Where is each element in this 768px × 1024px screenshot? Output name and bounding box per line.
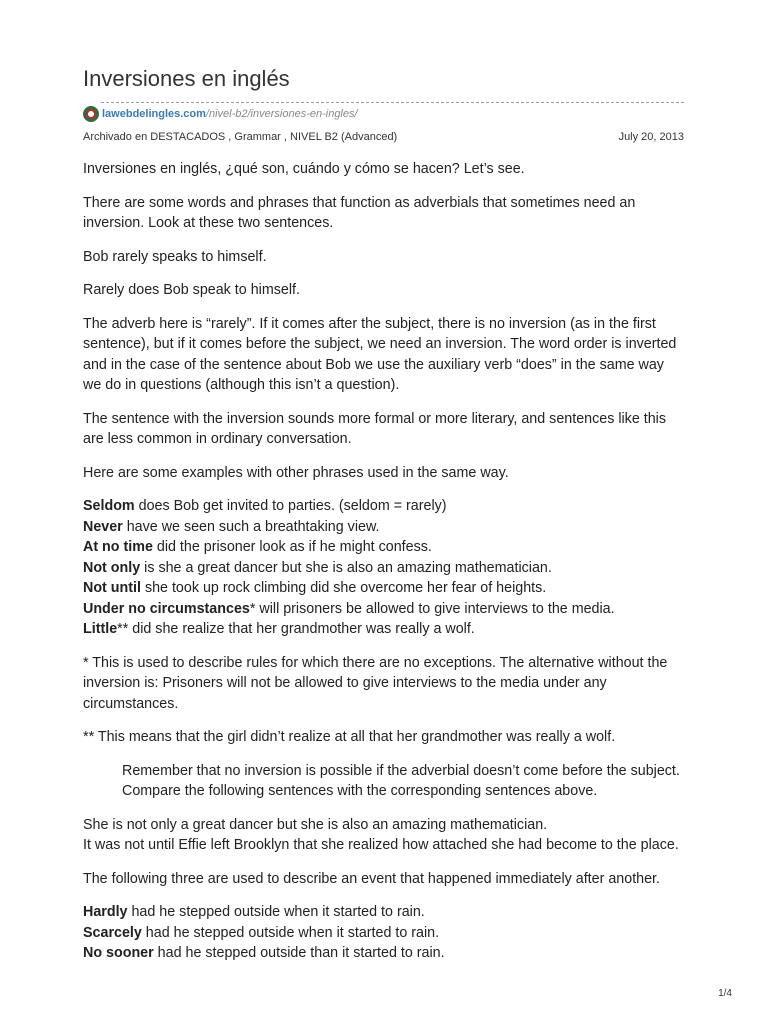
post-date: July 20, 2013 — [618, 131, 684, 143]
blockquote: Remember that no inversion is possible if the adverbial doesn’t come before the subject. Compare the following sentences with the corresponding sentences above. — [122, 762, 680, 799]
paragraph: The adverb here is “rarely”. If it comes after the subject, there is no inversion (as in the first sentence), but if it comes before the subject, we need an inversion. The word order is inverted and in the case of the sentence about Bob we use the auxiliary verb “does” in the same way we do in questions (although this isn’t a question). — [83, 315, 677, 393]
example-text: have we seen such a breathtaking view. — [122, 518, 380, 535]
example-line — [83, 943, 684, 964]
example-text: had he stepped outside than it started to rain. — [153, 945, 445, 961]
example-text: is she a great dancer but she is also an amazing mathematician. — [140, 559, 552, 576]
source-domain-link[interactable]: lawebdelingles.com — [102, 108, 206, 120]
example-keyword: At no time — [83, 539, 153, 555]
paragraph: The following three are used to describe an event that happened immediately after another. — [83, 870, 661, 887]
footnote: * This is used to describe rules for which there are no exceptions. The alternative without the inversion is: Prisoners will not be allowed to give interviews to the media under any circumstances. — [83, 654, 668, 712]
paragraph: Here are some examples with other phrases used in the same way. — [83, 464, 509, 481]
example-keyword: Seldom — [83, 498, 135, 514]
example-text: had he stepped outside when it started to rain. — [141, 924, 440, 941]
example-line — [83, 599, 684, 620]
example-keyword: Not only — [83, 559, 141, 576]
example-text: had he stepped outside when it started to rain. — [127, 904, 425, 920]
example-line — [83, 902, 684, 923]
paragraph: The sentence with the inversion sounds more formal or more literary, and sentences like this are less common in ordinary conversation. — [83, 410, 667, 447]
meta-row — [83, 131, 684, 143]
article-body — [83, 159, 684, 977]
example-line — [83, 496, 684, 517]
paragraph: Bob rarely speaks to himself. — [83, 248, 267, 265]
page-title: Inversiones en inglés — [83, 66, 290, 91]
archived-categories: Archivado en DESTACADOS , Grammar , NIVEL B2 (Advanced) — [83, 131, 398, 143]
example-text: ** did she realize that her grandmother was really a wolf. — [117, 621, 475, 637]
site-logo-icon — [83, 106, 99, 122]
examples-list-2 — [83, 902, 684, 964]
paragraph: There are some words and phrases that function as adverbials that sometimes need an inversion. Look at these two sentences. — [83, 194, 636, 231]
paragraph: Inversiones en inglés, ¿qué son, cuándo y cómo se hacen? Let’s see. — [83, 161, 525, 177]
comparison-line: It was not until Effie left Brooklyn that she realized how attached she had become to the place. — [83, 837, 679, 853]
dashed-divider — [101, 102, 684, 103]
paragraph: Rarely does Bob speak to himself. — [83, 282, 300, 298]
example-keyword: No sooner — [83, 945, 154, 961]
footnote: ** This means that the girl didn’t realize at all that her grandmother was really a wolf. — [83, 729, 616, 745]
example-line — [83, 619, 684, 640]
page-number: 1/4 — [718, 988, 732, 999]
example-line — [83, 578, 684, 599]
source-path[interactable]: /nivel-b2/inversiones-en-ingles/ — [205, 108, 358, 120]
example-text: does Bob get invited to parties. (seldom = rarely) — [134, 498, 447, 514]
examples-list — [83, 496, 684, 640]
example-line — [83, 517, 684, 538]
comparison-line: She is not only a great dancer but she is also an amazing mathematician. — [83, 816, 548, 833]
example-line — [83, 923, 684, 944]
example-text: did the prisoner look as if he might confess. — [152, 539, 432, 555]
example-keyword: Not until — [83, 580, 141, 596]
example-keyword: Scarcely — [83, 924, 142, 941]
example-keyword: Little — [83, 621, 118, 637]
example-text: * will prisoners be allowed to give interviews to the media. — [249, 600, 615, 617]
comparison-sentences — [83, 815, 684, 856]
example-keyword: Never — [83, 518, 123, 535]
example-keyword: Under no circumstances — [83, 600, 250, 617]
example-keyword: Hardly — [83, 904, 128, 920]
example-line — [83, 537, 684, 558]
example-line — [83, 558, 684, 579]
source-line — [83, 104, 684, 124]
example-text: she took up rock climbing did she overcome her fear of heights. — [140, 580, 547, 596]
